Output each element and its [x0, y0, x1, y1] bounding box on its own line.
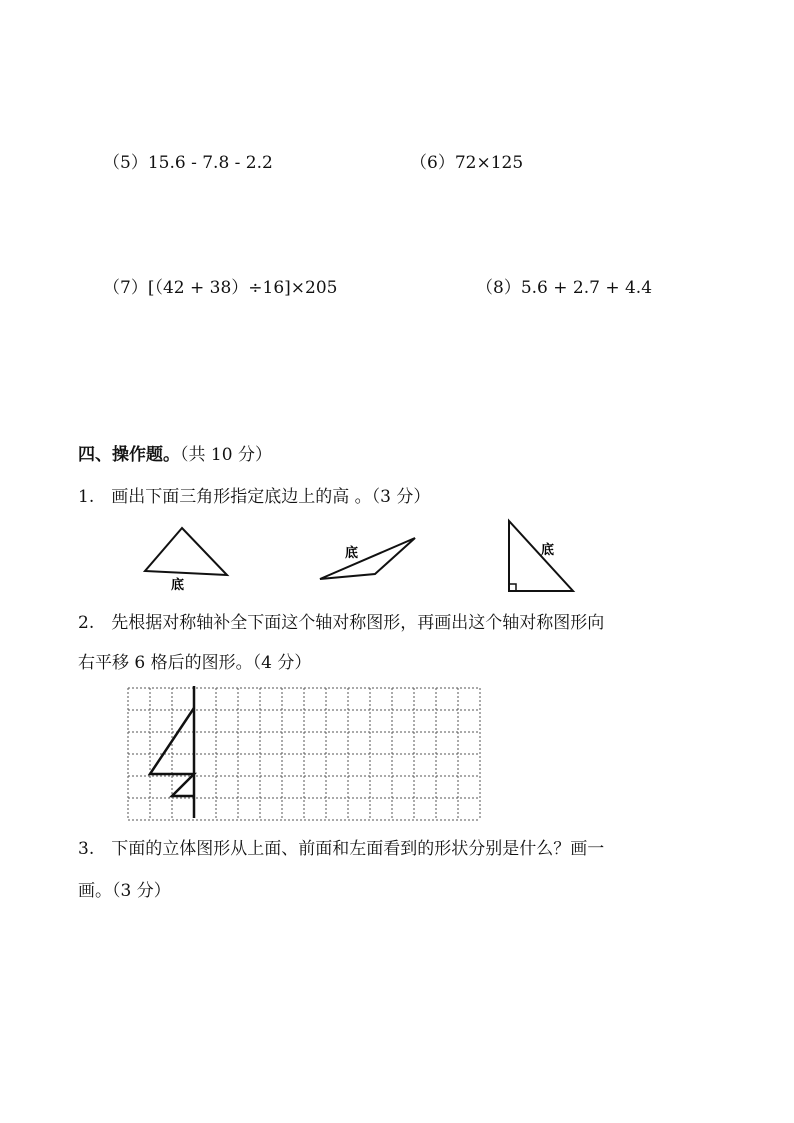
- triangle-figures: [130, 518, 590, 598]
- problem-7: （7）[（42 + 38）÷16]×205: [103, 278, 338, 298]
- problem-5: （5）15.6 - 7.8 - 2.2: [103, 153, 273, 173]
- question-2-line-2: 右平移 6 格后的图形。（4 分）: [78, 653, 312, 673]
- section-heading: [78, 440, 272, 465]
- triangle-2-base-label: 底: [345, 546, 359, 561]
- grid-lines: [128, 688, 480, 820]
- triangle-1-base-label: 底: [171, 578, 185, 593]
- question-3-line-1: 3. 下面的立体图形从上面、前面和左面看到的形状分别是什么？画一: [78, 839, 605, 859]
- question-1: 1. 画出下面三角形指定底边上的高 。（3 分）: [78, 487, 431, 507]
- symmetry-grid: [126, 686, 492, 822]
- problem-8: （8）5.6 + 2.7 + 4.4: [476, 278, 653, 298]
- problem-6: （6）72×125: [410, 153, 524, 173]
- right-angle-mark: [509, 584, 516, 591]
- triangle-2: [320, 538, 415, 579]
- section-title: 四、操作题。: [78, 445, 180, 465]
- question-2-line-1: 2. 先根据对称轴补全下面这个轴对称图形，再画出这个轴对称图形向: [78, 613, 605, 633]
- section-score: （共 10 分）: [180, 445, 272, 465]
- question-3-line-2: 画。（3 分）: [78, 881, 171, 901]
- triangle-1: [145, 528, 227, 575]
- triangle-3-base-label: 底: [541, 543, 555, 558]
